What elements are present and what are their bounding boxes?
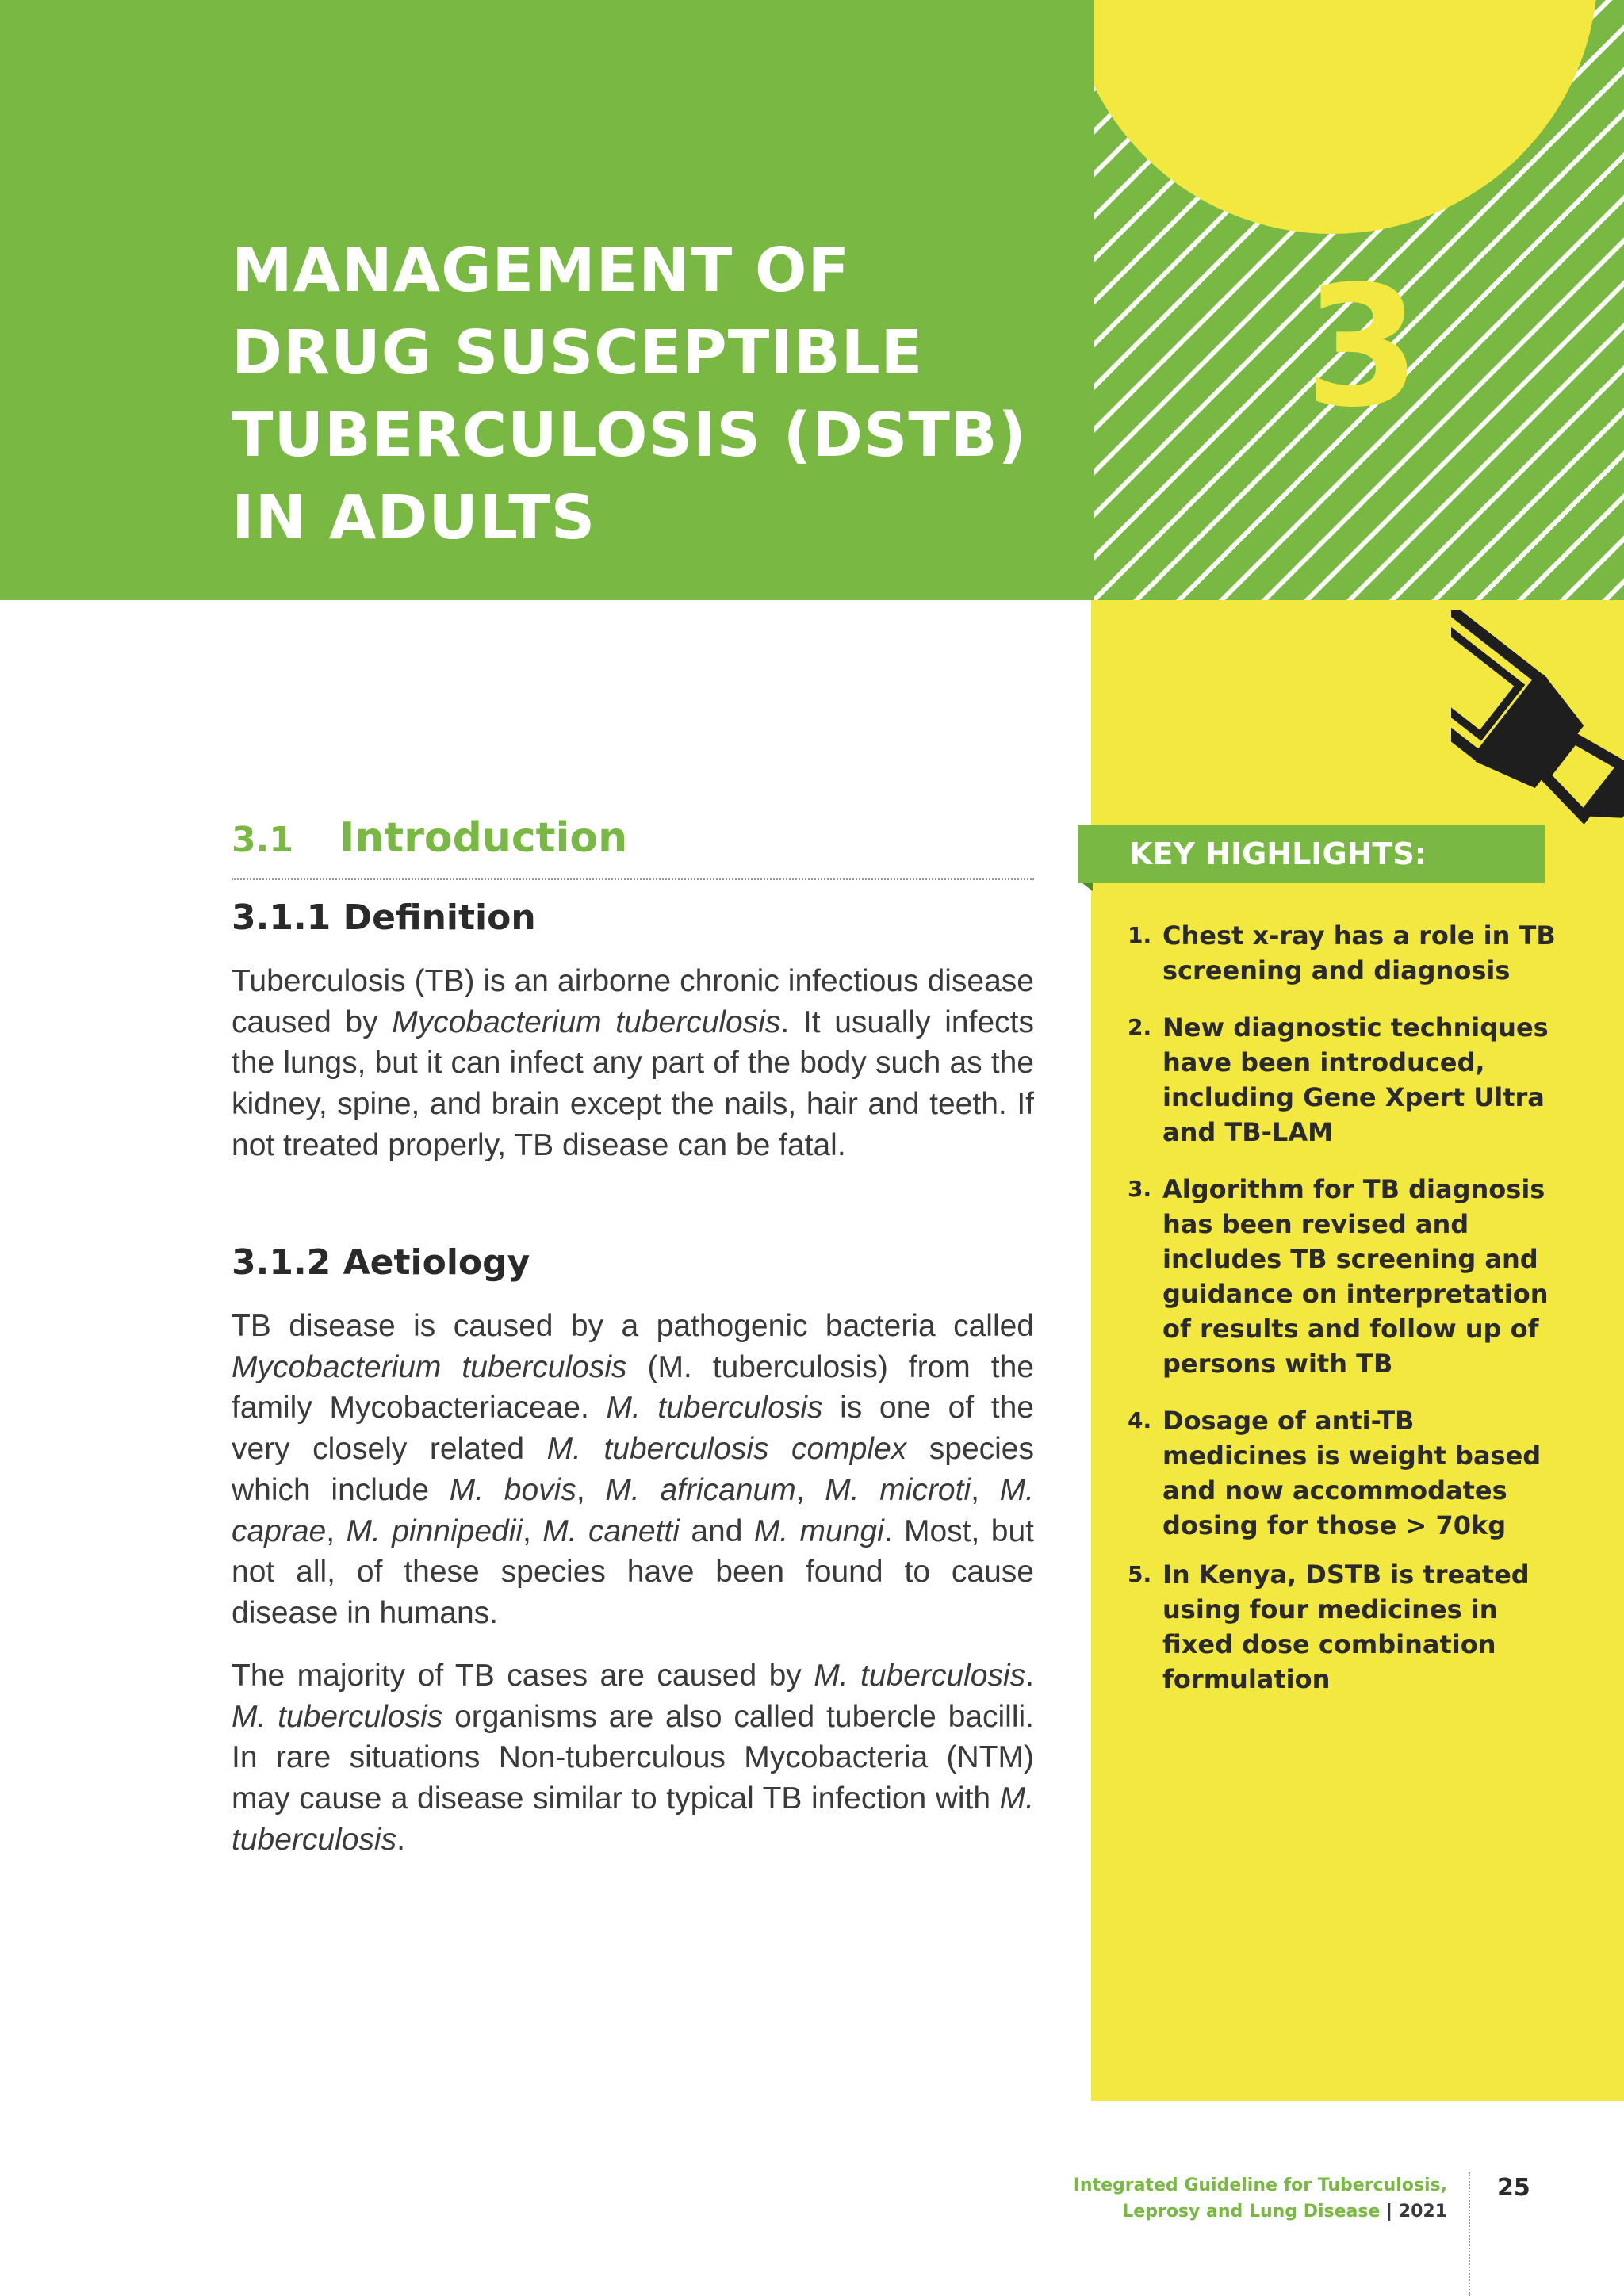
chapter-number: 3 <box>1304 250 1421 444</box>
list-item <box>1128 918 1556 988</box>
list-item <box>1128 1403 1556 1543</box>
list-number: 4. <box>1128 1407 1152 1433</box>
footer-year: 2021 <box>1398 2202 1447 2221</box>
section-title: Introduction <box>339 814 628 862</box>
chapter-title-line: TUBERCULOSIS (DSTB) <box>232 400 1027 471</box>
aetiology-paragraph: TB disease is caused by a pathogenic bacteria called Mycobacterium tuberculosis (M. tuberculosis) from the family Mycobacteriaceae. M. tuberculosis is one of the very closely related M. tuberculosis complex species which include M. bovis, M. africanum, M. microti, M. caprae, M. pinnipedii, M. canetti and M. mungi. Most, but not all, of these species have been found to cause disease in humans. <box>232 1309 1035 1630</box>
chapter-title-line: MANAGEMENT OF <box>232 235 851 306</box>
definition-paragraph: Tuberculosis (TB) is an airborne chronic infectious disease caused by Mycobacterium tuberculosis. It usually infects the lungs, but it can infect any part of the body such as the kidney, spine, and brain except the nails, hair and teeth. If not treated properly, TB disease can be fatal. <box>232 964 1034 1162</box>
chapter-title-line: DRUG SUSCEPTIBLE <box>232 318 924 388</box>
list-number: 3. <box>1128 1176 1152 1202</box>
page-number: 25 <box>1497 2174 1530 2202</box>
list-text: New diagnostic techniques have been introduced, including Gene Xpert Ultra and TB-LAM <box>1162 1012 1549 1147</box>
chapter-title-line: IN ADULTS <box>232 483 596 553</box>
chapter-title <box>232 230 1088 560</box>
list-item <box>1128 1172 1556 1381</box>
aetiology-heading: 3.1.2 Aetiology <box>232 1242 530 1283</box>
list-number: 5. <box>1128 1561 1152 1587</box>
footer-title-line: Leprosy and Lung Disease | 2021 <box>1122 2202 1447 2221</box>
list-text: In Kenya, DSTB is treated using four medicines in fixed dose combination formulation <box>1162 1559 1530 1694</box>
section-number: 3.1 <box>232 820 293 860</box>
list-item <box>1128 1010 1556 1150</box>
running-footer <box>1015 2172 1447 2225</box>
definition-heading: 3.1.1 Definition <box>232 897 536 938</box>
chapter-number-panel <box>1094 0 1624 600</box>
footer-divider <box>1469 2172 1470 2296</box>
footer-title-line: Integrated Guideline for Tuberculosis, <box>1073 2175 1447 2195</box>
section-heading <box>232 810 1034 880</box>
chapter-header-band <box>0 0 1094 600</box>
list-text: Dosage of anti-TB medicines is weight based and now accommodates dosing for those > 70kg <box>1162 1406 1542 1540</box>
aetiology-paragraph-2: The majority of TB cases are caused by M. tuberculosis. M. tuberculosis organisms are also called tubercle bacilli. In rare situations Non-tuberculous Mycobacteria (NTM) may cause a disease similar to typical TB infection with M. tuberculosis. <box>232 1659 1034 1857</box>
list-item <box>1128 1557 1556 1697</box>
key-highlights-heading: KEY HIGHLIGHTS: <box>1078 825 1545 883</box>
list-number: 2. <box>1128 1014 1152 1040</box>
key-highlights-list <box>1128 918 1556 1697</box>
list-text: Algorithm for TB diagnosis has been revised and includes TB screening and guidance on interpretation of results and follow up of persons with TB <box>1162 1174 1549 1379</box>
list-text: Chest x-ray has a role in TB screening and diagnosis <box>1162 920 1556 985</box>
list-number: 1. <box>1128 922 1152 948</box>
